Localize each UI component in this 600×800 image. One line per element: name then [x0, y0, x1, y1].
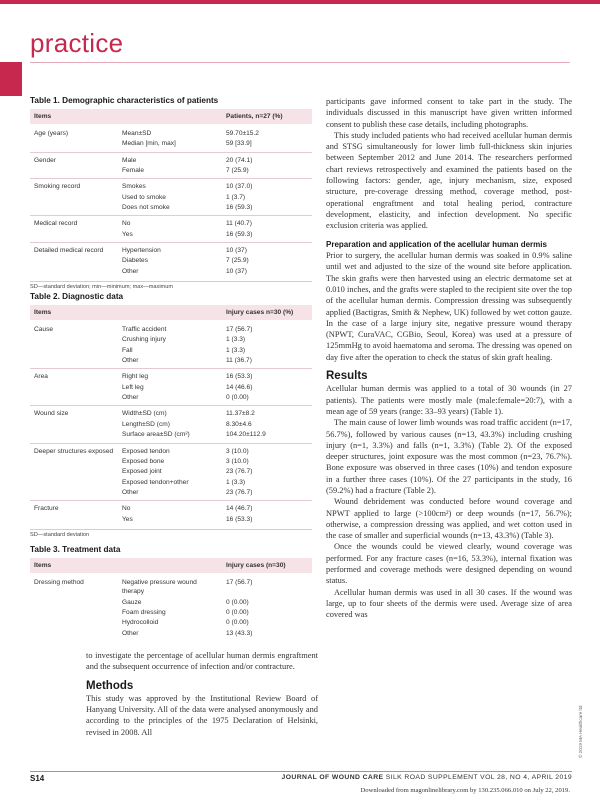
row-group-label: Dressing method — [34, 579, 84, 586]
table-3-col-value: Injury cases (n=30) — [222, 558, 312, 573]
row-value: 59 [33.9] — [226, 140, 252, 148]
table-3 — [30, 545, 312, 641]
table-2-grid — [30, 305, 312, 527]
row-group-label: Detailed medical record — [30, 242, 118, 255]
page-number: S14 — [30, 774, 45, 783]
table-1-grid — [30, 109, 312, 279]
section-color-block — [0, 62, 22, 96]
paragraph-results-2: The main cause of lower limb wounds was road traffic accident (n=17, 56.7%), followed by various causes (n=13, 43.3%) including crushing injury (n=1, 3.3%) and falls (n=1, 3.3%) (Table 2). Of the exposed deeper structures, joint exposure was the most common (n=23, 76.7%). Bone exposure was observed in three cases (10%) and tendon exposure in a further three cases (10%). Of the 27 participants in the study, 16 (59.2%) had a fracture (Table 2). — [326, 418, 572, 495]
row-value: 23 (76.7) — [226, 489, 253, 497]
row-item: Crushing injury — [122, 336, 166, 344]
row-value: 17 (56.7) — [226, 579, 253, 586]
row-item: Right leg — [118, 369, 222, 382]
row-item: Mean±SD — [122, 130, 152, 137]
row-item: Hydrocolloid — [122, 619, 159, 627]
table-row — [30, 124, 312, 139]
row-item: No — [118, 501, 222, 514]
table-3-col-items: Items — [30, 558, 118, 573]
row-value: 14 (46.6) — [226, 383, 253, 391]
row-item: Does not smoke — [122, 204, 170, 212]
table-row — [30, 242, 312, 255]
row-group-label: Medical record — [30, 216, 118, 229]
row-value: 10 (37) — [226, 267, 247, 275]
table-row — [30, 467, 312, 477]
table-1 — [30, 96, 312, 290]
copyright-side-note — [578, 648, 590, 758]
right-column-text — [326, 96, 572, 621]
row-group-label — [30, 335, 118, 345]
table-row — [30, 335, 312, 345]
table-row — [30, 165, 312, 178]
paragraph-study: This study included patients who had received acellular human dermis and STSG simultaneously for lower limb full-thickness skin injuries between September 2012 and June 2014. The researchers performed chart reviews retrospectively and examined the patients based on the following factors: gender, age, injury mechanism, size, exposed structure, pre-coverage dressing method, coverage method, post-operational engraftment and total healing period, contracture development, elasticity, and infection development. No specific exclusion criteria was applied. — [326, 130, 572, 231]
table-row — [30, 356, 312, 369]
table-row — [30, 216, 312, 229]
row-value: 1 (3.3) — [226, 346, 246, 354]
paragraph-results-4: Once the wounds could be viewed clearly, wound coverage was performed. For any fracture cases (n=16, 53.3%), internal fixation was performed and coverage methods were designed depending on wound status. — [326, 542, 572, 586]
row-group-label: Gender — [30, 152, 118, 165]
table-row — [30, 628, 312, 641]
row-group-label: Area — [30, 369, 118, 382]
journal-footer — [282, 774, 572, 781]
table-row — [30, 456, 312, 466]
footer-rule — [30, 771, 572, 772]
methods-heading: Methods — [86, 679, 134, 692]
table-1-col-items: Items — [30, 109, 118, 124]
row-value: 59.70±15.2 — [226, 130, 259, 137]
paragraph-results-1: Acellular human dermis was applied to a total of 30 wounds (in 27 patients). The patients were mostly male (male:female=20:7), with a mean age of 59 years (range: 33–93 years) (Table 1). — [326, 384, 572, 416]
table-row — [30, 139, 312, 152]
row-group-label — [30, 356, 118, 369]
table-row — [30, 488, 312, 501]
table-row — [30, 192, 312, 202]
paragraph-results-3: Wound debridement was conducted before wound coverage and NPWT applied to large (>100cm²) or deep wounds (n=17, 56.7%); otherwise, a compression dressing was applied, and wet cotton used in the case of smaller and superficial wounds (n=13, 43.3%) (Table 3). — [326, 497, 572, 541]
row-item: Exposed bone — [122, 457, 165, 465]
journal-name: JOURNAL OF WOUND CARE — [281, 774, 384, 781]
row-value: 3 (10.0) — [222, 443, 312, 456]
table-row — [30, 618, 312, 628]
row-group-label — [30, 229, 118, 242]
table-1-body — [30, 124, 312, 279]
row-value: 11 (36.7) — [226, 357, 252, 365]
table-row — [30, 202, 312, 215]
row-group-label: Deeper structures exposed — [30, 443, 118, 456]
table-row — [30, 369, 312, 382]
download-notice: Downloaded from magonlinelibrary.com by 130.235.066.010 on July 22, 2019. — [360, 787, 570, 794]
row-value: 16 (59.3) — [226, 204, 253, 212]
row-value: 8.30±4.6 — [226, 420, 252, 428]
row-value: 0 (0.00) — [226, 598, 249, 606]
table-row — [30, 514, 312, 527]
row-group-label — [30, 597, 118, 607]
row-item: Yes — [122, 230, 133, 238]
table-2-col-value: Injury cases n=30 (%) — [222, 305, 312, 320]
row-group-label: Wound size — [30, 406, 118, 419]
table-row — [30, 256, 312, 266]
intro-paragraph: to investigate the percentage of acellular human dermis engraftment and the subsequent occurrence of infection and/or contracture. — [86, 651, 318, 672]
table-row — [30, 179, 312, 192]
row-value: 20 (74.1) — [222, 152, 312, 165]
row-item: Other — [122, 357, 139, 365]
row-group-label — [30, 477, 118, 487]
row-item: Negative pressure wound therapy — [122, 579, 197, 596]
row-item: Female — [122, 167, 144, 175]
row-item: Yes — [122, 515, 133, 523]
row-item: Smokes — [118, 179, 222, 192]
left-column-text — [86, 650, 318, 738]
row-group-label — [30, 393, 118, 406]
paragraph-consent: participants gave informed consent to take part in the study. The individuals discussed in this manuscript have given written informed consent to publish these case details, including photographs. — [326, 97, 572, 129]
row-group-label: Age (years) — [34, 130, 69, 137]
row-group-label — [30, 467, 118, 477]
section-title: practice — [30, 28, 124, 58]
row-value: 10 (37.0) — [222, 179, 312, 192]
table-row — [30, 229, 312, 242]
row-group-label — [30, 628, 118, 641]
table-2-col-items: Items — [30, 305, 118, 320]
table-2-body — [30, 320, 312, 527]
table-3-body — [30, 573, 312, 641]
row-value: 11 (40.7) — [222, 216, 312, 229]
table-3-title: Table 3. Treatment data — [30, 545, 121, 554]
row-item: Fall — [122, 346, 133, 354]
row-group-label — [30, 419, 118, 429]
table-3-grid — [30, 558, 312, 641]
table-1-footnote: SD—standard deviation; min—minimum; max—maximum — [30, 281, 312, 290]
row-group-label — [30, 488, 118, 501]
table-row — [30, 501, 312, 514]
row-group-label — [30, 266, 118, 279]
row-value: 104.20±112.9 — [226, 431, 266, 439]
row-group-label — [30, 618, 118, 628]
row-group-label — [30, 607, 118, 617]
row-item: Surface area±SD (cm²) — [122, 431, 190, 439]
table-3-col-spacer — [118, 558, 222, 573]
row-value: 13 (43.3) — [226, 629, 253, 637]
row-group-label — [30, 345, 118, 355]
row-group-label — [30, 256, 118, 266]
table-row — [30, 477, 312, 487]
row-item: Other — [122, 267, 139, 275]
table-1-title: Table 1. Demographic characteristics of patients — [30, 96, 219, 105]
row-item: Foam dressing — [122, 609, 166, 617]
row-item: Median [min, max] — [122, 140, 176, 148]
row-value: 1 (3.7) — [226, 193, 246, 201]
table-row — [30, 419, 312, 429]
table-row — [30, 406, 312, 419]
table-row — [30, 152, 312, 165]
row-group-label — [30, 165, 118, 178]
results-heading: Results — [326, 370, 368, 383]
row-value: 11.37±8.2 — [222, 406, 312, 419]
row-value: 1 (3.3) — [226, 336, 246, 344]
subheading-preparation: Preparation and application of the acellular human dermis — [326, 239, 547, 249]
paragraph-preparation: Prior to surgery, the acellular human dermis was soaked in 0.9% saline until wet and adjusted to the size of the wound site before application. The skin grafts were then harvested using an electric dermatome set at 0.010 inches, and the grafts were stapled to the recipient site over the top of the acellular human dermis. Compression dressing was subsequently applied (Bactigras, Smith & Nephew, UK) followed by wet cotton gauze. In the case of a large injury site, negative pressure wound therapy (NPWT, CuraVAC, CGBio, Seoul, Korea) was used at a pressure of 125mmHg to avoid haematoma and seroma. The dressing was opened on day five after the operation to check the status of skin graft healing. — [326, 251, 572, 362]
row-value: 0 (0.00) — [226, 619, 249, 627]
row-group-label — [30, 456, 118, 466]
table-row — [30, 345, 312, 355]
table-row — [30, 393, 312, 406]
row-value: 0 (0.00) — [226, 394, 249, 402]
row-value: 7 (25.9) — [226, 167, 249, 175]
table-row — [30, 607, 312, 617]
row-value: 17 (56.7) — [226, 326, 253, 333]
row-value: 1 (3.3) — [226, 478, 246, 486]
row-group-label: Fracture — [30, 501, 118, 514]
table-2-footnote: SD—standard deviation — [30, 529, 312, 538]
row-item: Length±SD (cm) — [122, 420, 170, 428]
table-1-col-spacer — [118, 109, 222, 124]
section-divider — [30, 62, 570, 63]
table-2 — [30, 292, 312, 538]
row-item: Left leg — [122, 383, 144, 391]
row-group-label — [30, 202, 118, 215]
row-group-label — [30, 192, 118, 202]
table-row — [30, 573, 312, 597]
header-rule — [0, 0, 600, 4]
table-2-col-spacer — [118, 305, 222, 320]
row-value: 10 (37) — [222, 242, 312, 255]
table-row — [30, 597, 312, 607]
row-item: Other — [122, 489, 139, 497]
row-item: No — [118, 216, 222, 229]
row-group-label — [30, 430, 118, 443]
row-item: Gauze — [122, 598, 142, 606]
row-item: Width±SD (cm) — [118, 406, 222, 419]
row-item: Hypertension — [118, 242, 222, 255]
row-value: 16 (53.3) — [222, 369, 312, 382]
row-value: 3 (10.0) — [226, 457, 249, 465]
row-group-label: Cause — [34, 326, 54, 333]
row-value: 7 (25.9) — [226, 257, 249, 265]
row-item: Other — [122, 394, 139, 402]
row-value: 16 (59.3) — [226, 230, 253, 238]
table-1-col-value: Patients, n=27 (%) — [222, 109, 312, 124]
row-item: Exposed joint — [122, 468, 162, 476]
row-item: Diabetes — [122, 257, 149, 265]
row-group-label — [30, 382, 118, 392]
methods-paragraph: This study was approved by the Institutional Review Board of Hanyang University. All of the data were analysed anonymously and according to the principles of the 1975 Declaration of Helsinki, revised in 2008. All — [86, 693, 318, 737]
table-row — [30, 266, 312, 279]
row-item: Exposed tendon — [118, 443, 222, 456]
table-row — [30, 430, 312, 443]
row-value: 14 (46.7) — [222, 501, 312, 514]
journal-issue: SILK ROAD SUPPLEMENT VOL 28, NO 4, APRIL 2019 — [385, 774, 572, 781]
table-2-title: Table 2. Diagnostic data — [30, 292, 124, 301]
row-item: Used to smoke — [122, 193, 166, 201]
table-row — [30, 320, 312, 335]
table-row — [30, 443, 312, 456]
copyright-text: © 2019 MA Healthcare ltd — [578, 705, 583, 758]
row-value: 23 (76.7) — [226, 468, 253, 476]
row-item: Traffic accident — [122, 326, 167, 333]
row-value: 0 (0.00) — [226, 609, 249, 617]
paragraph-results-5: Acellular human dermis was used in all 30 cases. If the wound was large, up to four sheets of the dermis were used. Average size of area covered was — [326, 587, 572, 620]
row-item: Male — [118, 152, 222, 165]
row-item: Exposed tendon+other — [122, 478, 189, 486]
row-group-label: Smoking record — [30, 179, 118, 192]
row-group-label — [30, 514, 118, 527]
table-row — [30, 382, 312, 392]
row-value: 16 (53.3) — [226, 515, 253, 523]
row-item: Other — [122, 629, 139, 637]
row-group-label — [30, 139, 118, 152]
